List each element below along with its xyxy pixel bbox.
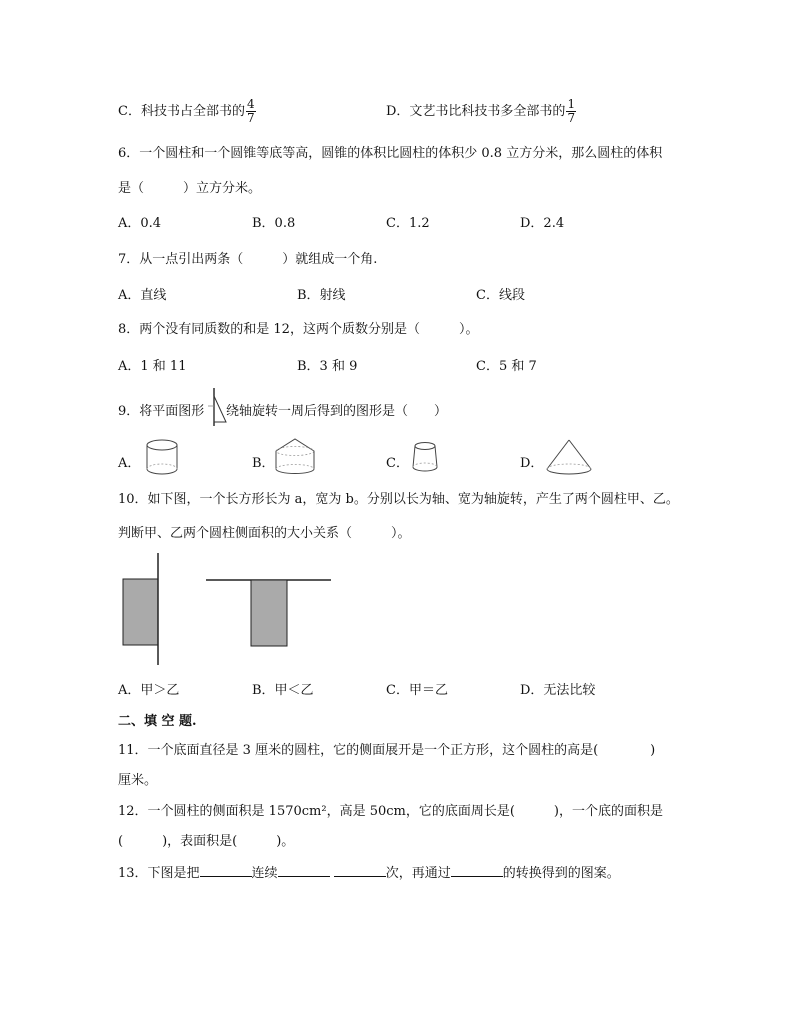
- q6-option-a[interactable]: A．0.4: [118, 216, 162, 231]
- q13-stem: [118, 862, 620, 881]
- q5-option-d: [386, 98, 576, 125]
- q10-stem-line1: 10．如下图，一个长方形长为 a，宽为 b。分别以长为轴、宽为轴旋转，产生了两个圆柱甲、乙。: [118, 492, 679, 507]
- fraction: $\frac{1}{7}$: [567, 97, 576, 125]
- q10-option-a[interactable]: A．甲＞乙: [118, 683, 180, 698]
- cone-icon: [544, 438, 594, 478]
- cylinder-icon: [144, 438, 180, 476]
- q5-option-d-text: D．文艺书比科技书多全部书的: [386, 104, 566, 119]
- q8-stem: 8．两个没有同质数的和是 12，这两个质数分别是（ ）。: [118, 322, 479, 337]
- q7-option-b[interactable]: B．射线: [297, 288, 346, 303]
- fill-blank-2[interactable]: [278, 864, 330, 877]
- q9-stem-part1: 9．将平面图形: [118, 404, 205, 419]
- frustum-icon: [410, 440, 440, 474]
- q13-text-3: 次，再通过: [385, 866, 451, 881]
- q9-stem-part2: 绕轴旋转一周后得到的图形是（ ）: [226, 404, 448, 419]
- q9-option-c[interactable]: C．: [386, 456, 409, 471]
- q12-stem-line1: 12．一个圆柱的侧面积是 1570cm²，高是 50cm，它的底面周长是( )，一个底的面积是: [118, 804, 664, 819]
- section-title: 二、填 空 题.: [118, 714, 197, 729]
- q6-option-d[interactable]: D．2.4: [520, 216, 565, 231]
- q5-option-c: [118, 98, 256, 125]
- q10-option-c[interactable]: C．甲＝乙: [386, 683, 448, 698]
- rectangle-right: [251, 580, 287, 646]
- q6-option-c[interactable]: C．1.2: [386, 216, 430, 231]
- q5-option-c-text: C．科技书占全部书的: [118, 104, 245, 119]
- q8-option-c[interactable]: C．5 和 7: [476, 359, 537, 374]
- q13-text-1: 13．下图是把: [118, 866, 200, 881]
- q6-stem-line1: 6．一个圆柱和一个圆锥等底等高，圆锥的体积比圆柱的体积少 0.8 立方分米，那么圆柱的体积: [118, 146, 663, 161]
- rectangle-left: [123, 579, 158, 645]
- q7-option-a[interactable]: A．直线: [118, 288, 167, 303]
- q8-option-b[interactable]: B．3 和 9: [297, 359, 358, 374]
- fill-blank-1[interactable]: [200, 864, 252, 877]
- right-triangle: [214, 396, 226, 422]
- fill-blank-3[interactable]: [334, 864, 386, 877]
- rectangle-rotation-diagram: [118, 548, 338, 670]
- fraction: $\frac{4}{7}$: [246, 97, 255, 125]
- q11-stem-line1: 11．一个底面直径是 3 厘米的圆柱，它的侧面展开是一个正方形，这个圆柱的高是( ): [118, 743, 656, 758]
- fill-blank-4[interactable]: [451, 864, 503, 877]
- q13-text-4: 的转换得到的图案。: [502, 866, 620, 881]
- q12-stem-line2: ( )，表面积是( )。: [118, 834, 295, 849]
- cylinder-with-cone-top-icon: [272, 437, 318, 477]
- q6-stem-line2: 是（ ）立方分米。: [118, 181, 262, 196]
- q7-option-c[interactable]: C．线段: [476, 288, 525, 303]
- q10-stem-line2: 判断甲、乙两个圆柱侧面积的大小关系（ ）。: [118, 526, 411, 541]
- q11-stem-line2: 厘米。: [118, 773, 158, 788]
- q7-stem: 7．从一点引出两条（ ）就组成一个角.: [118, 252, 378, 267]
- q10-option-b[interactable]: B．甲＜乙: [252, 683, 314, 698]
- q13-text-2: 连续: [251, 866, 278, 881]
- q6-option-b[interactable]: B．0.8: [252, 216, 296, 231]
- q9-option-a[interactable]: A．: [118, 456, 141, 471]
- q10-option-d[interactable]: D．无法比较: [520, 683, 596, 698]
- q9-option-d[interactable]: D．: [520, 456, 544, 471]
- q9-option-b[interactable]: B．: [252, 456, 275, 471]
- q8-option-a[interactable]: A．1 和 11: [118, 359, 187, 374]
